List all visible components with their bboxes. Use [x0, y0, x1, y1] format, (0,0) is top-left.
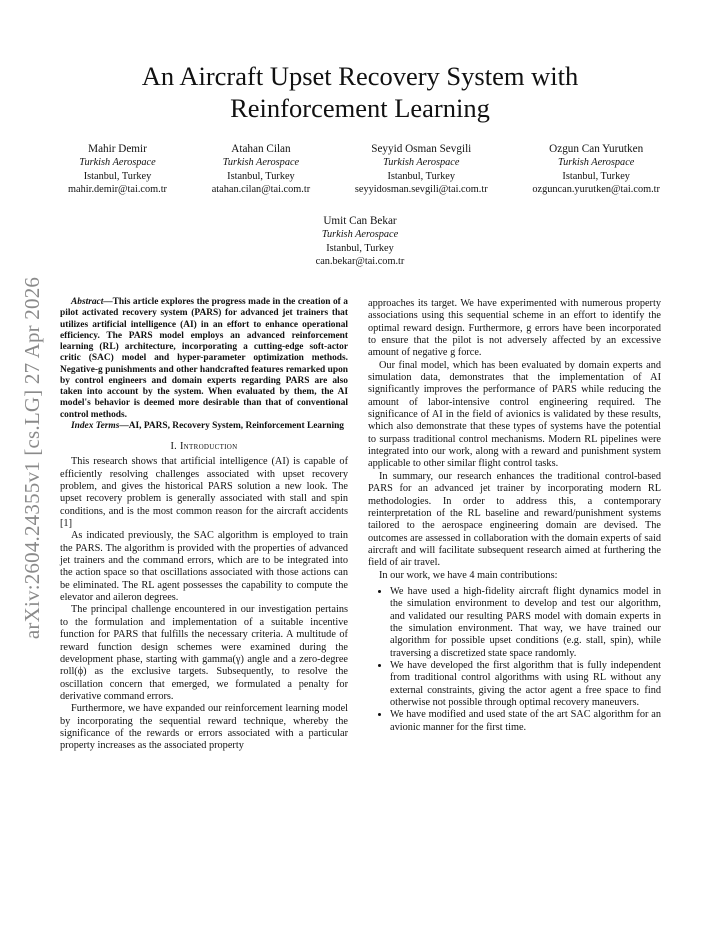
- author-email[interactable]: can.bekar@tai.com.tr: [315, 256, 405, 267]
- list-item: • We have modified and used state of the art SAC algorithm for an avionic manner for the first time.: [390, 709, 661, 734]
- index-terms: [60, 421, 348, 432]
- arxiv-stamp: [14, 270, 50, 646]
- author-location: Istanbul, Turkey: [83, 170, 152, 182]
- paragraph: Furthermore, we have expanded our reinforcement learning model by incorporating the sequential reward technique, whereby the significance of the rewards or errors associated with a particular property increases as the associated property: [60, 703, 348, 752]
- author-block: [68, 142, 167, 197]
- paragraph: This research shows that artificial intelligence (AI) is capable of efficiently resolving challenges associated with upset recovery problem, and gives the historical PARS solution a new look. The upset recovery problem is generally associated with stall and spin conditions, and is the most common reason for the aircraft accidents [1]: [60, 456, 348, 530]
- abstract-text: —This article explores the progress made in the creation of a pilot activated recovery system (PARS) for advanced jet trainers that utilizes artificial intelligence (AI) in an effort to enhance operational efficiency. The PARS model employs an advanced reinforcement learning (RL) architecture, incorporating a cutting-edge soft-actor critic (SAC) model and hyper-parameter optimization methods. Negative-g punishments and other handcrafted features remarked upon by control engineers and domain experts regarding PARS are also taken into account by the system. When evaluated by them, the AI model's behavior is deemed more desirable than that of conventional control methods.: [60, 297, 348, 420]
- section-title: Introduction: [179, 441, 238, 452]
- abstract: [60, 297, 348, 421]
- author-block: [212, 142, 310, 197]
- paragraph: In summary, our research enhances the traditional control-based PARS for an advanced jet trainer by incorporating modern RL methodologies. In order to address this, a contemporary reinterpretation of the RL baseline and reward/punishment systems tailored to the aerospace engineering domain are devised. The outcomes are assessed in collaboration with the domain experts of said aircraft and will facilitate subsequent research aimed at furthering the field of air travel.: [368, 470, 661, 569]
- author-location: Istanbul, Turkey: [227, 170, 295, 182]
- abstract-label: Abstract: [71, 297, 104, 307]
- paragraph: In our work, we have 4 main contributions:: [379, 569, 558, 581]
- author-name: Seyyid Osman Sevgili: [371, 143, 472, 155]
- index-terms-label: Index Terms: [71, 420, 120, 431]
- author-location: Istanbul, Turkey: [562, 170, 630, 182]
- paragraph: approaches its target. We have experimented with numerous property associations using this sequential scheme in an effort to identify the optimal reward design. Furthermore, g errors have been incorporated to ensure that the pilot is not adversely affected by an excessive amount of negative g force.: [368, 298, 661, 359]
- paragraph: As indicated previously, the SAC algorithm is employed to train the PARS. The algorithm is provided with the properties of advanced jet trainers and the command errors, which are to be integrated into the action space so that oscillations associated with those actions can be eliminated. The RL agent possesses the capability to compute the elevator and aileron degrees.: [60, 530, 348, 604]
- author-block: [355, 142, 488, 197]
- author-email[interactable]: atahan.cilan@tai.com.tr: [211, 184, 311, 195]
- paper-title: [80, 60, 640, 124]
- author-affiliation: Turkish Aerospace: [321, 229, 399, 240]
- list-item: • We have developed the first algorithm that is fully independent from traditional control algorithms with using RL without any external constraints, giving the actor agent a free space to find otherwise not possible through optimal recovery maneuvers.: [390, 660, 661, 709]
- arxiv-identifier: arXiv:2604.24355v1 [cs.LG] 27 Apr 2026: [20, 276, 44, 640]
- author-email[interactable]: mahir.demir@tai.com.tr: [68, 184, 167, 195]
- title-line-1: An Aircraft Upset Recovery System with: [141, 61, 579, 91]
- contribution-list: [368, 586, 661, 734]
- section-number: I.: [170, 441, 180, 452]
- author-name: Ozgun Can Yurutken: [549, 143, 644, 155]
- author-block: [532, 142, 660, 197]
- author-affiliation: Turkish Aerospace: [383, 157, 460, 168]
- section-heading: [60, 441, 348, 453]
- right-column: [368, 298, 661, 734]
- list-item: • We have used a high-fidelity aircraft flight dynamics model in the simulation environment to develop and test our algorithm, and validated our resulting PARS model with domain experts in the simulation environment. That way, we have trained our algorithm for possible upset conditions (e.g. stall, spin), while traversing a discretized state space randomly.: [390, 586, 661, 660]
- title-line-2: Reinforcement Learning: [230, 93, 490, 123]
- author-email[interactable]: seyyidosman.sevgili@tai.com.tr: [354, 184, 488, 195]
- index-terms-text: —AI, PARS, Recovery System, Reinforcement Learning: [119, 420, 344, 431]
- author-block: [260, 214, 460, 269]
- author-name: Mahir Demir: [88, 143, 147, 155]
- author-name: Umit Can Bekar: [323, 215, 397, 227]
- author-affiliation: Turkish Aerospace: [79, 157, 156, 168]
- author-row: [68, 142, 660, 197]
- author-name: Atahan Cilan: [231, 143, 291, 155]
- paragraph: Our final model, which has been evaluated by domain experts and simulation data, demonstrates that the implementation of AI significantly improves the performance of PARS while reducing the amount of labor-intensive control engineering required. The significance of AI in the field of avionics is validated by these results, which also demonstrate that these types of systems have the potential to surpass traditional control mechanisms. Modern RL pipelines were integrated into our work, along with a reward and punishment system applicable to other similar flight control tasks.: [368, 359, 661, 470]
- author-affiliation: Turkish Aerospace: [222, 157, 300, 168]
- paragraph: The principal challenge encountered in our investigation pertains to the formulation and implementation of a suitable incentive function for PARS that fulfills the necessary criteria. A multitude of reward function design schemes were examined during the development phase, starting with gamma(γ) angle and a zero-degree roll(ϕ) as the exclusive targets. Subsequently, to resolve the oscillation concern that emerged, we formulated a penalty for derivative command errors.: [60, 604, 348, 702]
- left-column: [60, 297, 348, 753]
- author-location: Istanbul, Turkey: [387, 170, 456, 182]
- author-location: Istanbul, Turkey: [326, 242, 394, 254]
- author-affiliation: Turkish Aerospace: [557, 157, 635, 168]
- author-email[interactable]: ozguncan.yurutken@tai.com.tr: [532, 184, 660, 195]
